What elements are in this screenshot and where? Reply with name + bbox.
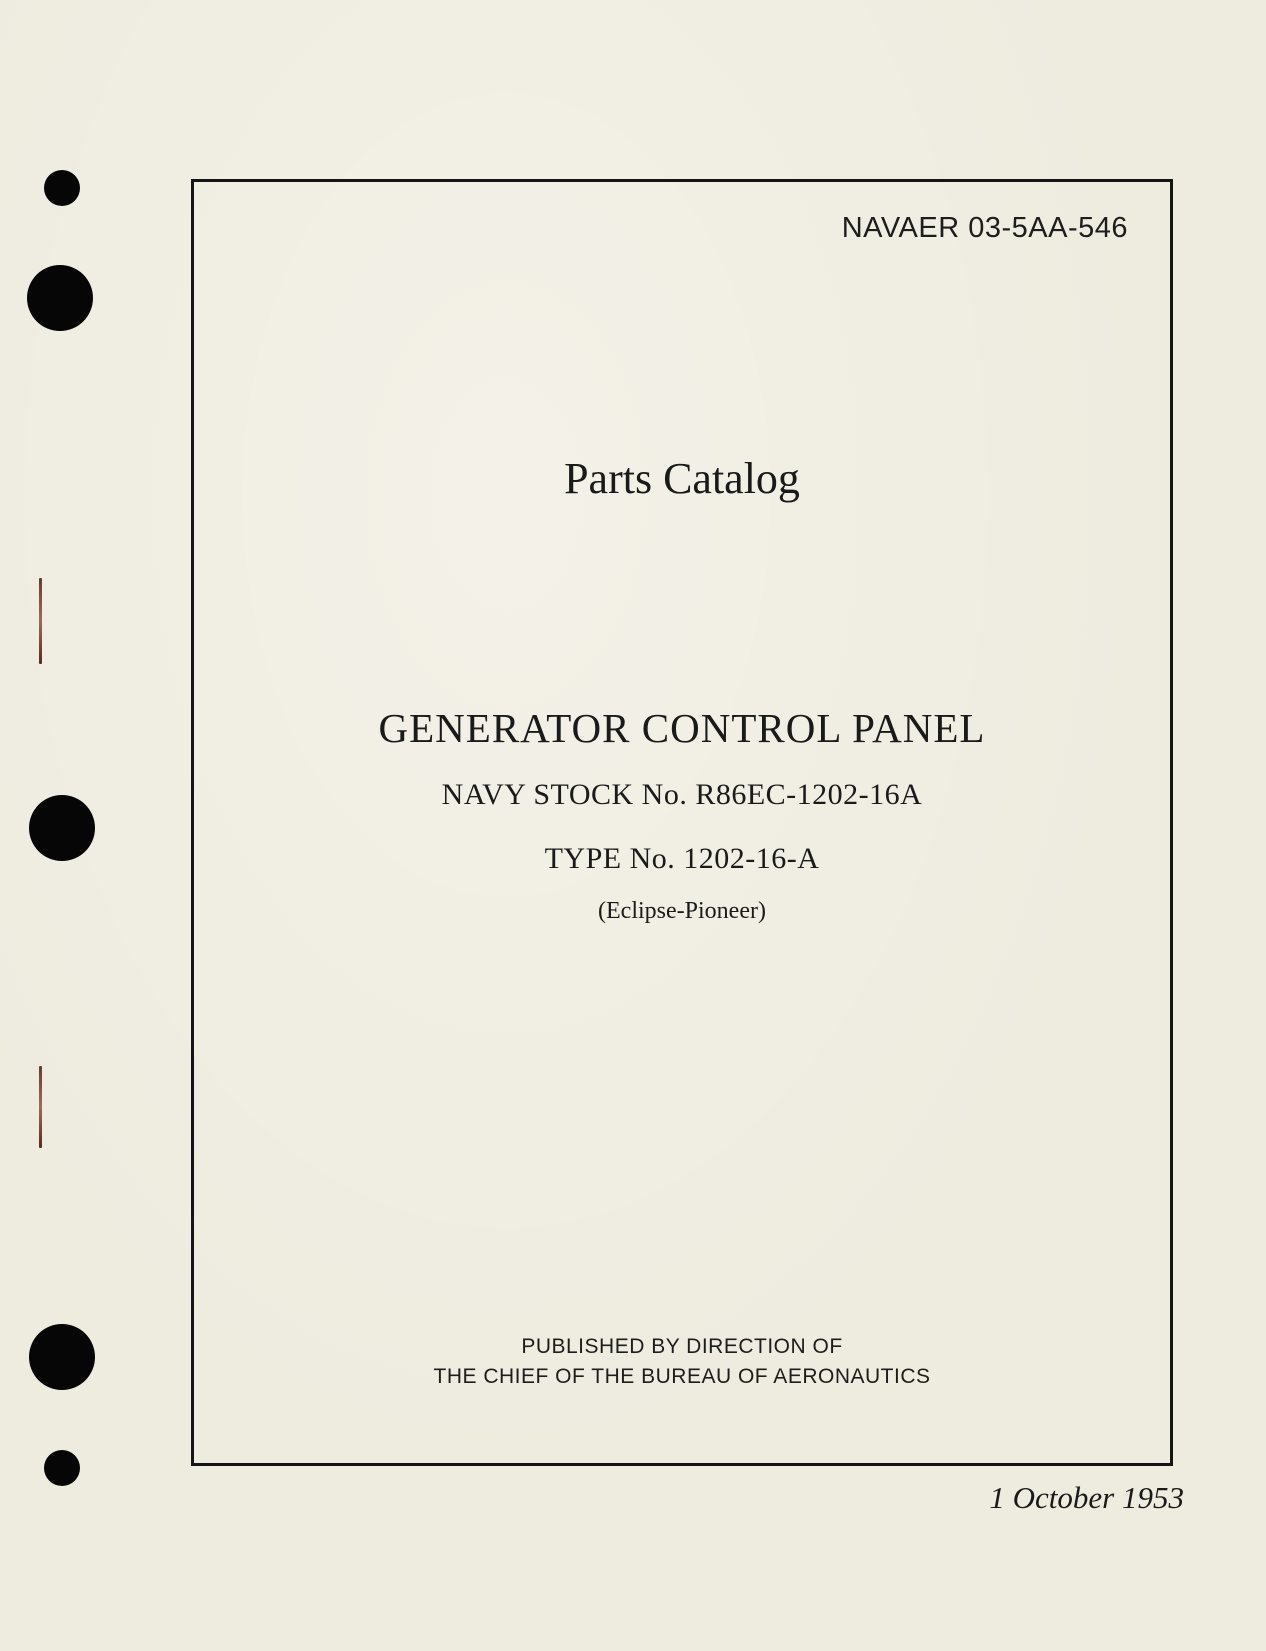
publication-date: 1 October 1953: [989, 1480, 1184, 1515]
staple-mark: [39, 578, 42, 664]
document-number: NAVAER 03-5AA-546: [841, 212, 1128, 244]
publisher-line-2: THE CHIEF OF THE BUREAU OF AERONAUTICS: [433, 1365, 931, 1388]
manufacturer: (Eclipse-Pioneer): [598, 898, 766, 924]
staple-mark: [39, 1066, 42, 1148]
publisher-statement: [194, 1332, 1170, 1392]
binder-hole: [29, 1324, 95, 1390]
publisher-line-1: PUBLISHED BY DIRECTION OF: [521, 1335, 843, 1358]
navy-stock-number: NAVY STOCK No. R86EC-1202-16A: [441, 778, 923, 811]
binder-hole: [44, 170, 80, 206]
binder-hole: [44, 1450, 80, 1486]
binder-hole: [29, 795, 95, 861]
product-title: GENERATOR CONTROL PANEL: [378, 705, 986, 751]
type-number: TYPE No. 1202-16-A: [544, 842, 820, 875]
catalog-title: Parts Catalog: [564, 454, 800, 503]
cover-frame: [191, 179, 1173, 1466]
binder-hole: [27, 265, 93, 331]
